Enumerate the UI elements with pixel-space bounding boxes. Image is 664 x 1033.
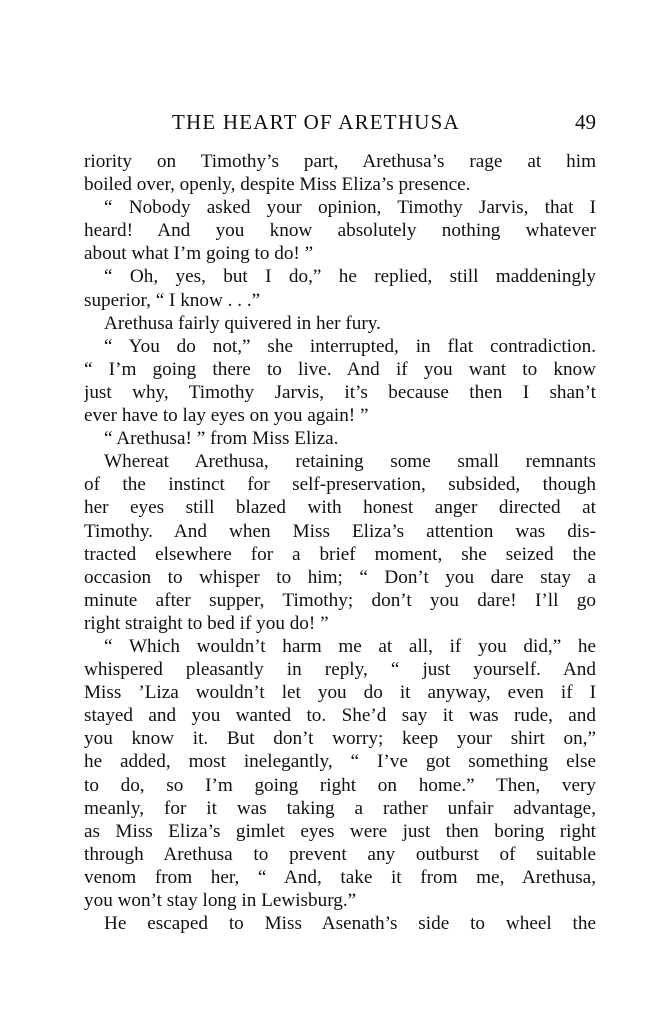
text-line: Whereat Arethusa, retaining some small remnants [104, 451, 596, 473]
text-line: “ Arethusa! ” from Miss Eliza. [104, 428, 339, 450]
text-line: about what I’m going to do! ” [84, 243, 314, 265]
text-line: “ Oh, yes, but I do,” he replied, still maddeningly [104, 266, 596, 288]
text-line: minute after supper, Timothy; don’t you dare! I’ll go [84, 589, 596, 611]
text-line: venom from her, “ And, take it from me, Arethusa, [84, 866, 596, 888]
text-line: riority on Timothy’s part, Arethusa’s rage at him [84, 151, 596, 172]
text-line: tracted elsewhere for a brief moment, she seized the [84, 543, 596, 565]
text-line: superior, “ I know . . .” [84, 289, 261, 311]
text-line: Timothy. And when Miss Eliza’s attention was dis- [84, 520, 596, 542]
text-line: right straight to bed if you do! ” [84, 612, 329, 634]
text-line: occasion to whisper to him; “ Don’t you dare stay a [84, 566, 596, 588]
text-line: heard! And you know absolutely nothing whatever [84, 220, 596, 242]
text-line: just why, Timothy Jarvis, it’s because then I shan’t [84, 381, 596, 403]
text-line: you won’t stay long in Lewisburg.” [84, 890, 357, 911]
running-title: THE HEART OF ARETHUSA [172, 110, 460, 134]
text-line: through Arethusa to prevent any outburst of suitable [84, 843, 596, 865]
text-line: as Miss Eliza’s gimlet eyes were just then boring right [84, 820, 596, 842]
text-line: you know it. But don’t worry; keep your shirt on,” [84, 728, 596, 750]
text-line: boiled over, openly, despite Miss Eliza’s presence. [84, 174, 471, 196]
text-line: her eyes still blazed with honest anger directed at [84, 497, 596, 519]
text-line: stayed and you wanted to. She’d say it was rude, and [84, 705, 596, 727]
text-line: whispered pleasantly in reply, “ just yourself. And [84, 659, 596, 681]
text-line: “ I’m going there to live. And if you want to know [84, 358, 596, 380]
running-head [84, 110, 596, 140]
page-number: 49 [575, 110, 596, 134]
text-line: he added, most inelegantly, “ I’ve got something else [84, 751, 596, 773]
text-line: Arethusa fairly quivered in her fury. [104, 312, 381, 334]
text-line: Miss ’Liza wouldn’t let you do it anyway, even if I [84, 682, 596, 704]
text-line: “ Which wouldn’t harm me at all, if you did,” he [104, 635, 596, 657]
text-line: of the instinct for self-preservation, subsided, though [84, 474, 596, 496]
text-line: to do, so I’m going right on home.” Then, very [84, 774, 596, 796]
text-line: “ You do not,” she interrupted, in flat contradiction. [104, 335, 596, 357]
text-line: He escaped to Miss Asenath’s side to wheel the [104, 913, 596, 935]
body-text [84, 150, 596, 935]
text-line: ever have to lay eyes on you again! ” [84, 405, 369, 427]
text-line: “ Nobody asked your opinion, Timothy Jarvis, that I [104, 197, 596, 219]
text-line: meanly, for it was taking a rather unfair advantage, [84, 797, 596, 819]
